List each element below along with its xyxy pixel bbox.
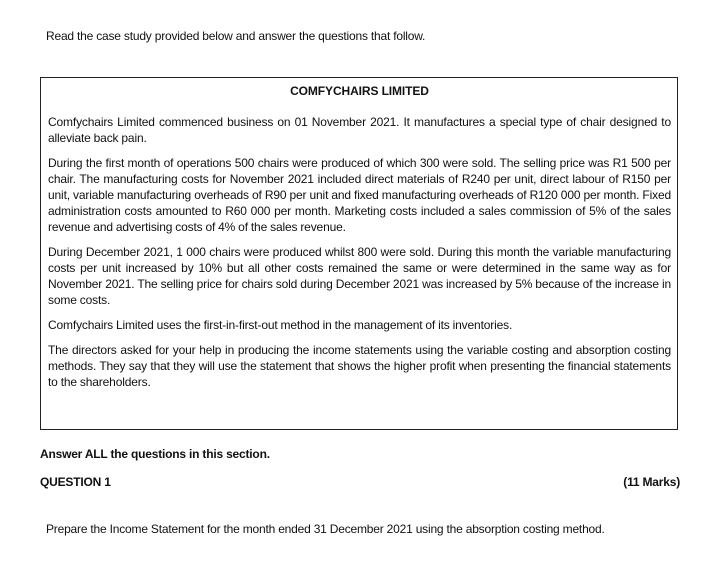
case-paragraph-directors: The directors asked for your help in producing the income statements using the variable costing and absorption costing methods. They say that they will use the statement that shows the higher profit when presenting the financial statements to the shareholders. — [48, 343, 671, 389]
instruction-text: Read the case study provided below and answer the questions that follow. — [46, 29, 426, 43]
case-study-box — [40, 77, 678, 430]
case-study-title: COMFYCHAIRS LIMITED — [290, 84, 429, 98]
question-header — [40, 475, 680, 489]
question-text: Prepare the Income Statement for the month ended 31 December 2021 using the absorption costing method. — [46, 522, 605, 536]
question-marks: (11 Marks) — [623, 475, 680, 489]
question-label: QUESTION 1 — [40, 475, 111, 489]
case-paragraph-november: During the first month of operations 500 chairs were produced of which 300 were sold. The selling price was R1 500 per chair. The manufacturing costs for November 2021 included direct materials of R240 per unit, direct labour of R150 per unit, variable manufacturing overheads of R90 per unit and fixed manufacturing overheads of R120 000 per month. Fixed administration costs amounted to R60 000 per month. Marketing costs included a sales commission of 5% of the sales revenue and advertising costs of 4% of the sales revenue. — [48, 156, 671, 234]
case-paragraph-inventory-method: Comfychairs Limited uses the first-in-first-out method in the management of its inventories. — [48, 318, 513, 332]
case-paragraph-december: During December 2021, 1 000 chairs were produced whilst 800 were sold. During this month the variable manufacturing costs per unit increased by 10% but all other costs remained the same or were determined in the same way as for November 2021. The selling price for chairs sold during December 2021 was increased by 5% because of the increase in some costs. — [48, 245, 671, 307]
section-instruction: Answer ALL the questions in this section. — [40, 447, 270, 461]
case-paragraph-intro: Comfychairs Limited commenced business on 01 November 2021. It manufactures a special type of chair designed to alleviate back pain. — [48, 115, 671, 145]
